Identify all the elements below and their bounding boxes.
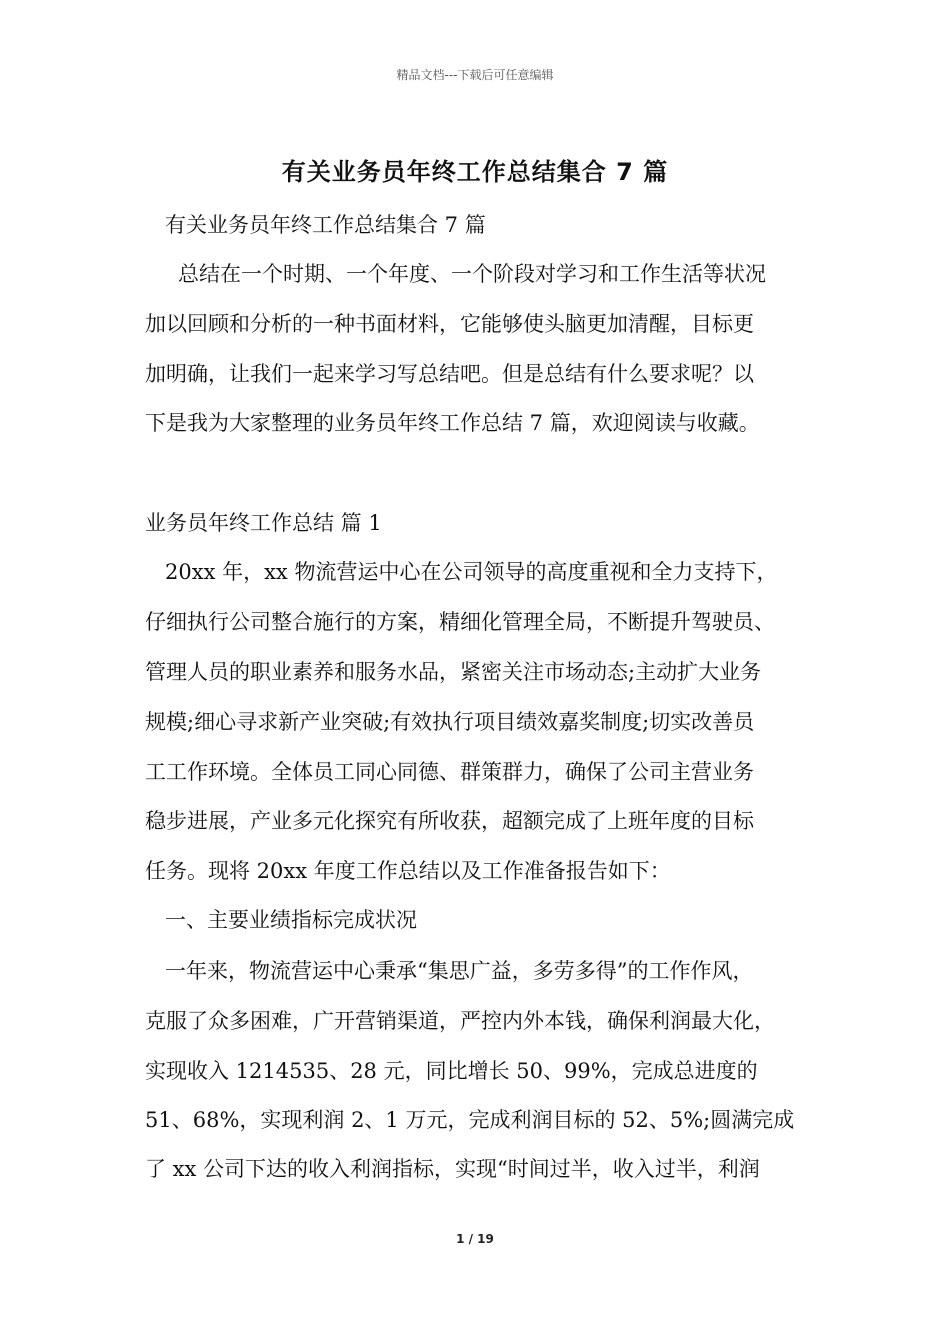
paragraph-line: 下是我为大家整理的业务员年终工作总结 7 篇，欢迎阅读与收藏。: [145, 411, 760, 435]
paragraph-line: 51、68%，实现利润 2、1 万元，完成利润目标的 52、5%;圆满完成: [145, 1108, 795, 1132]
page-number: 1 / 19: [456, 1232, 494, 1246]
paragraph-line: 20xx 年，xx 物流营运中心在公司领导的高度重视和全力支持下，: [165, 560, 778, 584]
paragraph-line: 一年来，物流营运中心秉承“集思广益，多劳多得”的工作作风，: [165, 959, 754, 983]
document-title: 有关业务员年终工作总结集合 7 篇: [281, 158, 669, 186]
subsection-heading: 一、主要业绩指标完成状况: [165, 908, 417, 932]
paragraph-line: 了 xx 公司下达的收入利润指标，实现“时间过半，收入过半，利润: [145, 1157, 760, 1181]
section-heading: 业务员年终工作总结 篇 1: [145, 511, 382, 535]
page-header-note: 精品文档---下载后可任意编辑: [396, 68, 554, 82]
paragraph-line: 仔细执行公司整合施行的方案，精细化管理全局，不断提升驾驶员、: [145, 610, 775, 634]
paragraph-line: 工工作环境。全体员工同心同德、群策群力，确保了公司主营业务: [145, 760, 754, 784]
paragraph-line: 任务。现将 20xx 年度工作总结以及工作准备报告如下：: [145, 859, 671, 883]
paragraph-line: 加以回顾和分析的一种书面材料，它能够使头脑更加清醒，目标更: [145, 312, 754, 336]
paragraph-line: 稳步进展，产业多元化探究有所收获，超额完成了上班年度的目标: [145, 809, 754, 833]
paragraph-line: 规模;细心寻求新产业突破;有效执行项目绩效嘉奖制度;切实改善员: [145, 710, 755, 734]
paragraph-line: 管理人员的职业素养和服务水品，紧密关注市场动态;主动扩大业务: [145, 660, 762, 684]
subtitle-line: 有关业务员年终工作总结集合 7 篇: [165, 213, 486, 237]
paragraph-line: 总结在一个时期、一个年度、一个阶段对学习和工作生活等状况: [178, 262, 766, 286]
paragraph-line: 加明确，让我们一起来学习写总结吧。但是总结有什么要求呢？以: [145, 362, 754, 386]
paragraph-line: 克服了众多困难，广开营销渠道，严控内外本钱，确保利润最大化，: [145, 1009, 775, 1033]
paragraph-line: 实现收入 1214535、28 元，同比增长 50、99%，完成总进度的: [145, 1059, 758, 1083]
